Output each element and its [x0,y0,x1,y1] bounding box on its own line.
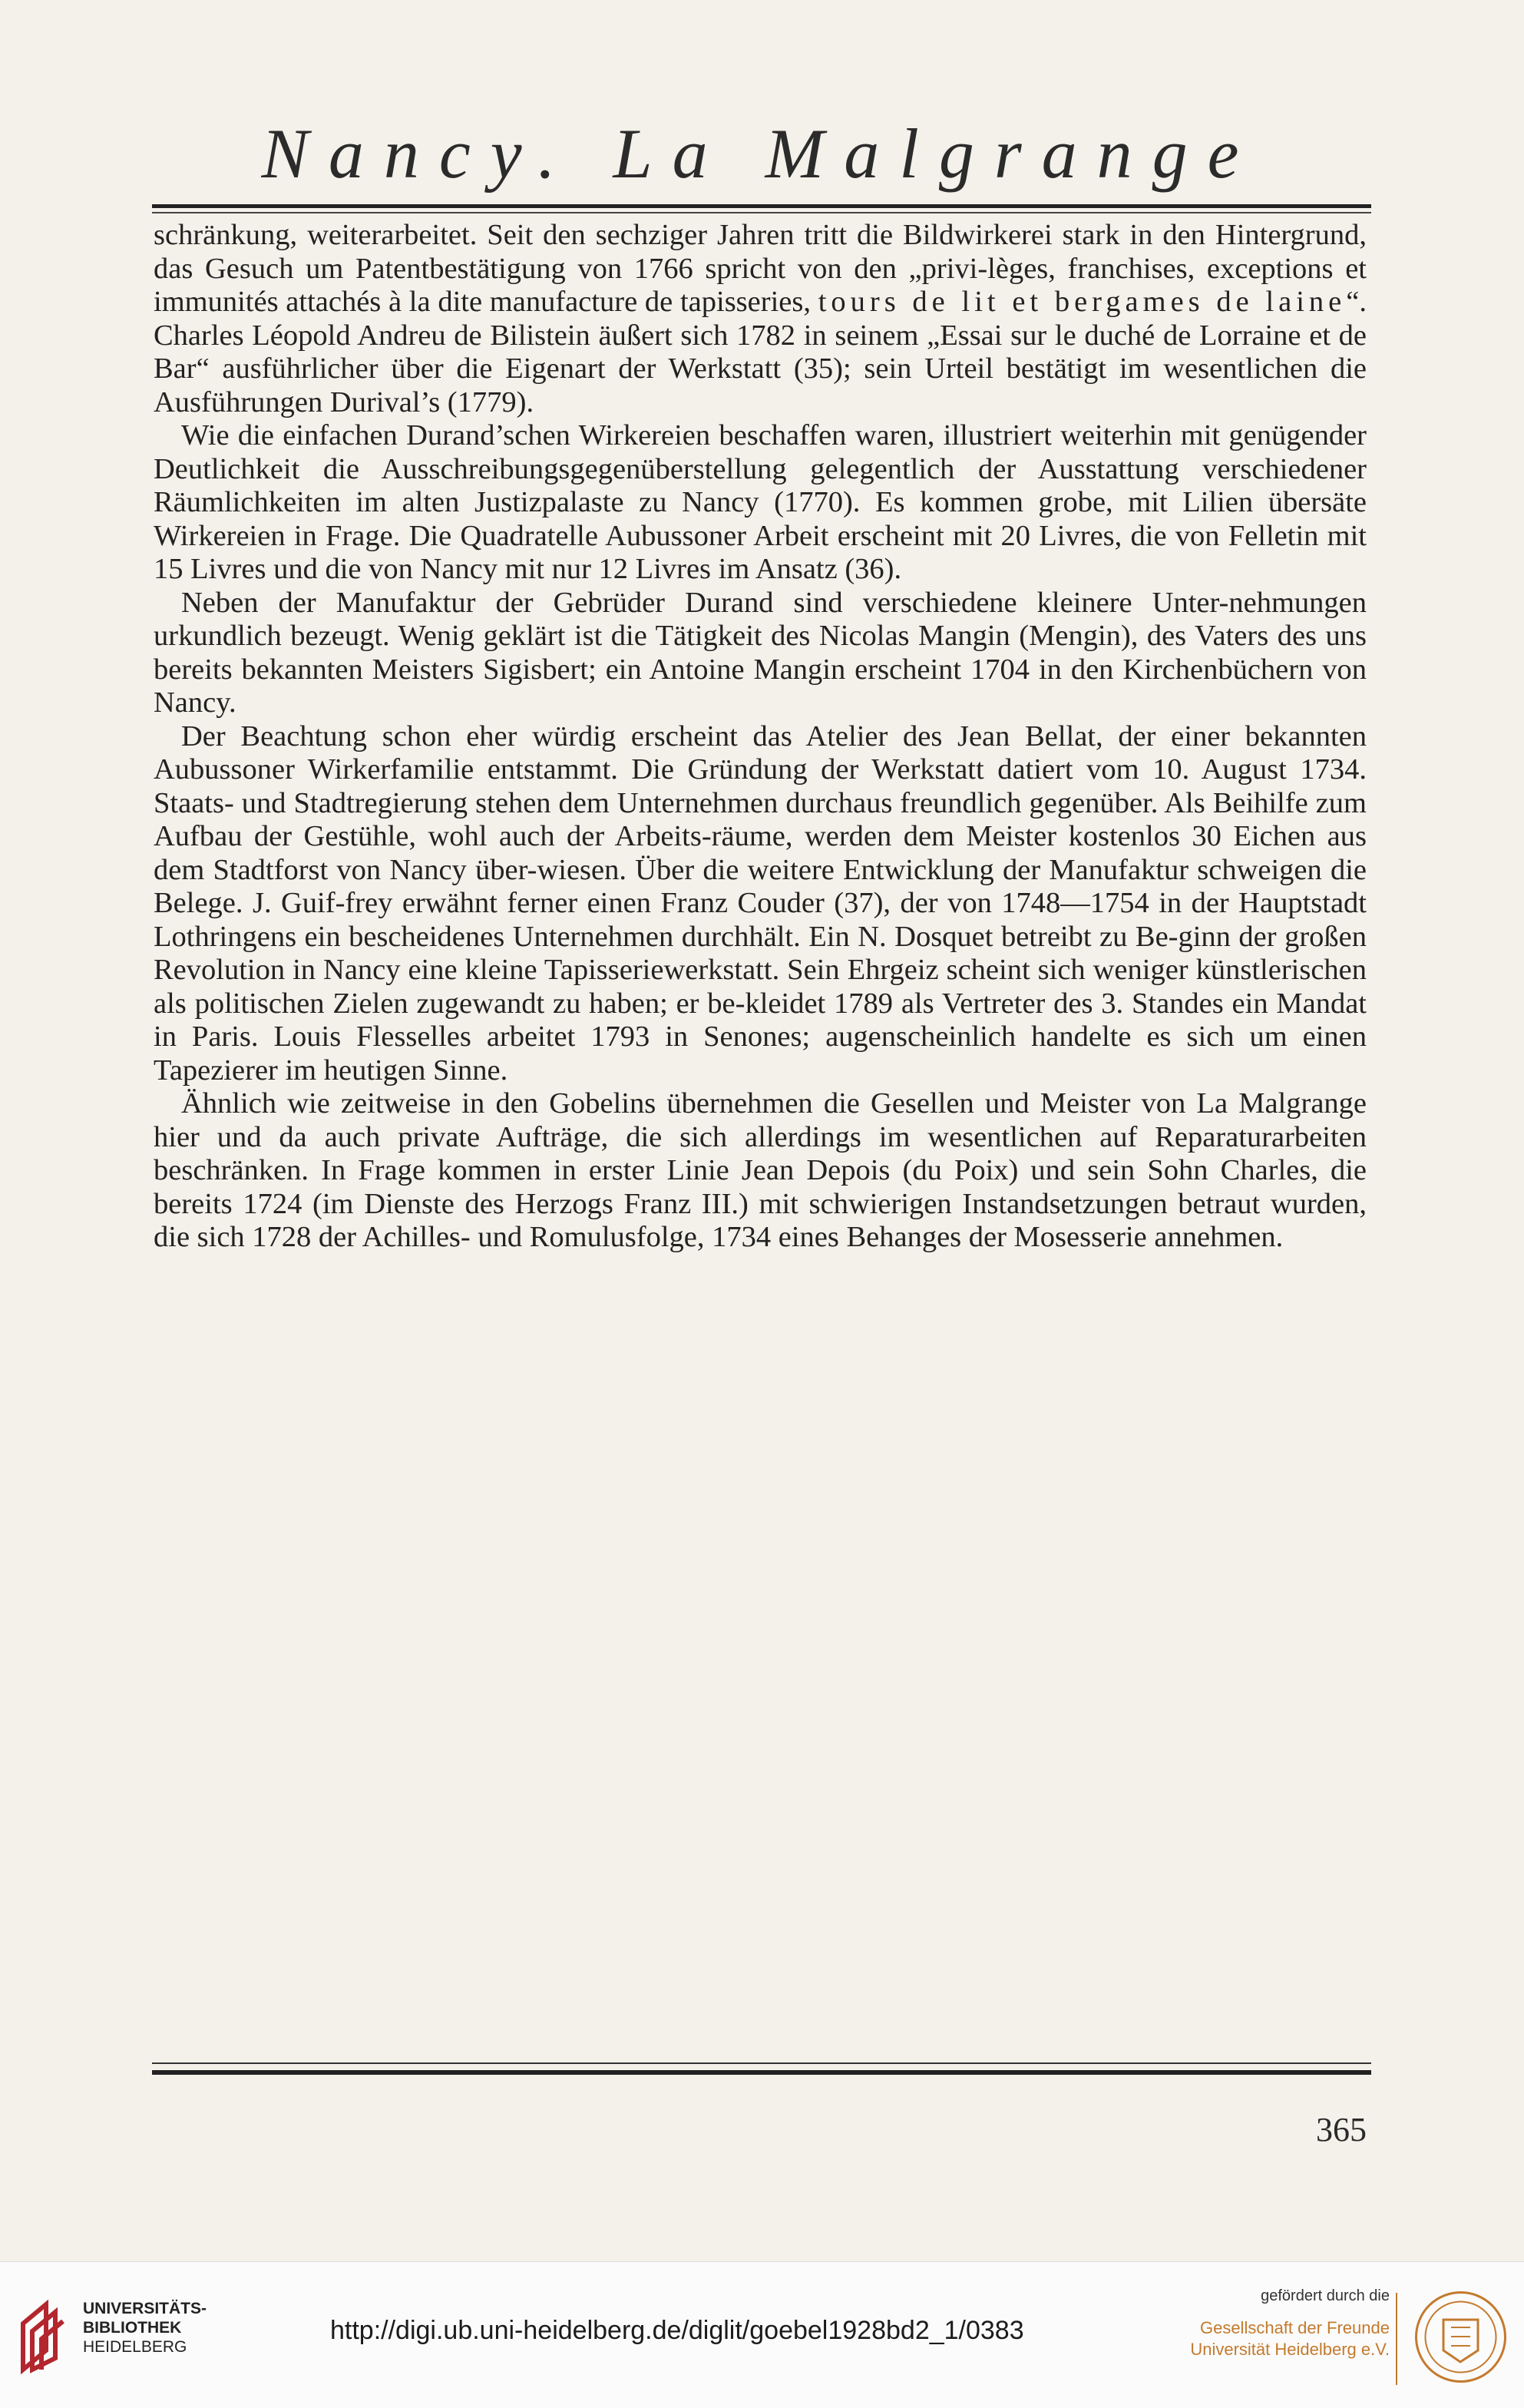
header-rule-thin [152,212,1371,213]
university-seal-icon [1413,2289,1509,2385]
permalink-url[interactable]: http://digi.ub.uni-heidelberg.de/diglit/goebel1928bd2_1/0383 [330,2316,1024,2345]
funded-by-label: gefördert durch die [1261,2287,1390,2304]
footer-rule-thick [152,2070,1371,2075]
paragraph-3: Neben der Manufaktur der Gebrüder Durand sind verschiedene kleinere Unter-nehmungen urkundlich bezeugt. Wenig geklärt ist die Tätigkeit des Nicolas Mangin (Mengin), des Vaters des uns bereits bekannten Meisters Sigisbert; ein Antoine Mangin erscheint 1704 in den Kirchenbüchern von Nancy. [154,586,1367,719]
footer-rule-thin [152,2062,1371,2064]
body-text [154,219,1367,1255]
library-name: UNIVERSITÄTS- BIBLIOTHEK HEIDELBERG [83,2300,207,2356]
header-rule-thick [152,204,1371,208]
paragraph-2: Wie die einfachen Durand’schen Wirkereien beschaffen waren, illustriert weiterhin mit genügender Deutlichkeit die Ausschreibungsgegenüberstellung gelegentlich der Ausstattung verschiedener Räumlichkeiten im alten Justizpalaste zu Nancy (1770). Es kommen grobe, mit Lilien übersäte Wirkereien in Frage. Die Quadratelle Aubussoner Arbeit erscheint mit 20 Livres, die von Felletin mit 15 Livres und die von Nancy mit nur 12 Livres im Ansatz (36). [154,419,1367,585]
university-library-logo-icon [15,2293,69,2377]
footer-divider [1396,2293,1397,2385]
paragraph-5: Ähnlich wie zeitweise in den Gobelins übernehmen die Gesellen und Meister von La Malgrange hier und da auch private Aufträge, die sich allerdings im wesentlichen auf Reparaturarbeiten beschränken. In Frage kommen in erster Linie Jean Depois (du Poix) und sein Sohn Charles, die bereits 1724 (im Dienste des Herzogs Franz III.) mit schwierigen Instandsetzungen betraut wurden, die sich 1728 der Achilles- und Romulusfolge, 1734 eines Behanges der Mosesserie annehmen. [154,1087,1367,1253]
spaced-emphasis: tours de lit et bergames de laine [818,286,1347,318]
paragraph-4: Der Beachtung schon eher würdig erscheint das Atelier des Jean Bellat, der einer bekannten Aubussoner Wirkerfamilie entstammt. Die Gründung der Werkstatt datiert vom 10. August 1734. Staats- und Stadtregierung stehen dem Unternehmen durchaus freundlich gegenüber. Als Beihilfe zum Aufbau der Gestühle, wohl auch der Arbeits-räume, werden dem Meister kostenlos 30 Eichen aus dem Stadtforst von Nancy über-wiesen. Über die weitere Entwicklung der Manufaktur schweigen die Belege. J. Guif-frey erwähnt ferner einen Franz Couder (37), der von 1748—1754 in der Hauptstadt Lothringens ein bescheidenes Unternehmen durchhält. Ein N. Dosquet betreibt zu Be-ginn der großen Revolution in Nancy eine kleine Tapisseriewerkstatt. Sein Ehrgeiz scheint sich weniger künstlerischen als politischen Zielen zugewandt zu haben; er be-kleidet 1789 als Vertreter des 3. Standes ein Mandat in Paris. Louis Flesselles arbeitet 1793 in Senones; augenscheinlich handelte es sich um einen Tapezierer im heutigen Sinne. [154,719,1367,1087]
society-name: Gesellschaft der Freunde Universität Heidelberg e.V. [1190,2318,1390,2359]
running-header: Nancy. La Malgrange [261,114,1259,193]
page-number: 365 [1316,2111,1367,2148]
paragraph-1: schränkung, weiterarbeitet. Seit den sechziger Jahren tritt die Bildwirkerei stark in den Hintergrund, das Gesuch um Patentbestätigung von 1766 spricht von den „privi-lèges, franchises, exceptions et immunités attachés à la dite manufacture de tapisseries, tours de lit et bergames de laine“. Charles Léopold Andreu de Bilistein äußert sich 1782 in seinem „Essai sur le duché de Lorraine et de Bar“ ausführlicher über die Eigenart der Werkstatt (35); sein Urteil bestätigt im wesentlichen die Ausführungen Durival’s (1779). [154,219,1367,418]
library-footer [0,2261,1524,2408]
